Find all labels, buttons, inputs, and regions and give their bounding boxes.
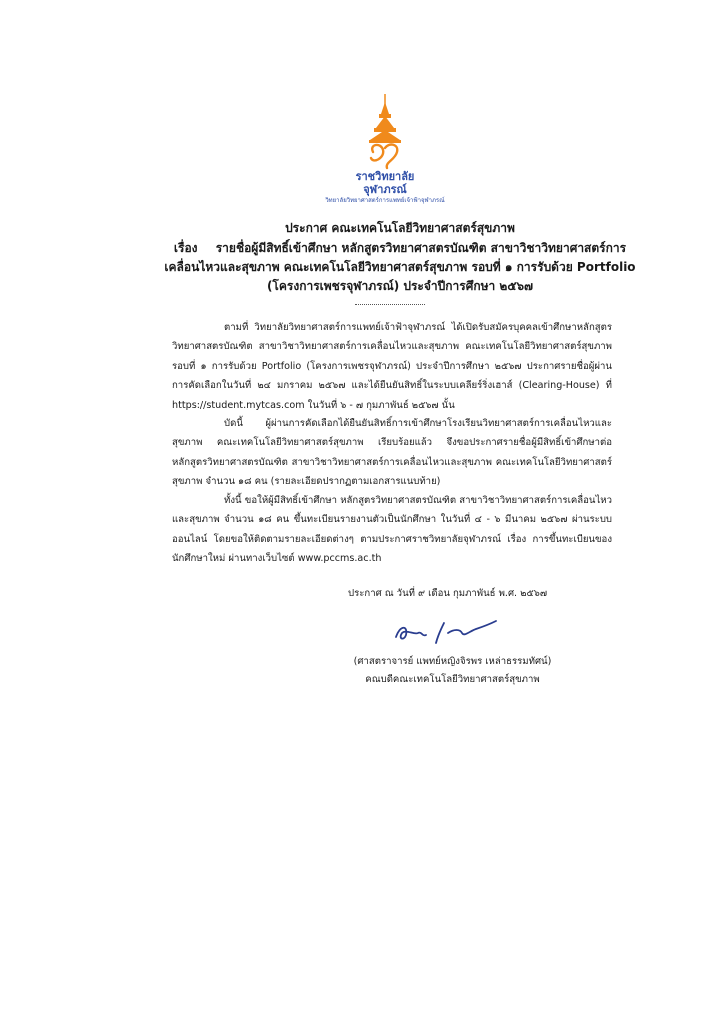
subject-line-2: เคลื่อนไหวและสุขภาพ คณะเทคโนโลยีวิทยาศาสตร์สุขภาพ รอบที่ ๑ การรับด้วย Portfolio: [164, 260, 636, 274]
college-logo: [325, 92, 445, 205]
signer-name: (ศาสตราจารย์ แพทย์หญิงจิรพร เหล่าธรรมทัศน์): [353, 656, 552, 667]
paragraph-3-text: ทั้งนี้ ขอให้ผู้มีสิทธิ์เข้าศึกษา หลักสูตรวิทยาศาสตรบัณฑิต สาขาวิชาวิทยาศาสตร์การเคลื่อนไหวและสุขภาพ จำนวน ๑๘ คน ขึ้นทะเบียนรายงานตัวเป็นนักศึกษา ในวันที่ ๔ - ๖ มีนาคม ๒๕๖๗ ผ่านระบบออนไลน์ โดยขอให้ติดตามรายละเอียดต่างๆ ตามประกาศราชวิทยาลัยจุฬาภรณ์ เรื่อง การขึ้นทะเบียนของนักศึกษาใหม่ ผ่านทางเว็บไซต์ www.pccms.ac.th: [172, 495, 612, 565]
subject-label: เรื่อง: [173, 241, 198, 255]
subject-line-1: รายชื่อผู้มีสิทธิ์เข้าศึกษา หลักสูตรวิทยาศาสตรบัณฑิต สาขาวิชาวิทยาศาสตร์การ: [215, 241, 627, 255]
announcement-title: ประกาศ คณะเทคโนโลยีวิทยาศาสตร์สุขภาพ: [285, 221, 515, 235]
body-paragraph-1: [172, 318, 612, 415]
crown-emblem-icon: [355, 92, 415, 170]
body-paragraph-3: [172, 491, 612, 569]
signer-title: คณบดีคณะเทคโนโลยีวิทยาศาสตร์สุขภาพ: [365, 674, 540, 685]
logo-name-line1: ราชวิทยาลัย: [355, 170, 415, 183]
logo-name-line2: จุฬาภรณ์: [363, 183, 407, 196]
signer-block: [345, 653, 560, 689]
logo-subtitle: วิทยาลัยวิทยาศาสตร์การแพทย์เจ้าฟ้าจุฬาภรณ์: [325, 197, 445, 204]
header-divider: [355, 304, 425, 305]
handwritten-signature: [392, 617, 502, 651]
announcement-subject: [150, 239, 650, 296]
body-paragraph-2: [172, 414, 612, 492]
announcement-date: ประกาศ ณ วันที่ ๙ เดือน กุมภาพันธ์ พ.ศ. ๒๕๖๗: [348, 588, 548, 599]
subject-line-3: (โครงการเพชรจุฬาภรณ์) ประจำปีการศึกษา ๒๕๖๗: [266, 279, 534, 293]
paragraph-1-text: ตามที่ วิทยาลัยวิทยาศาสตร์การแพทย์เจ้าฟ้าจุฬาภรณ์ ได้เปิดรับสมัครบุคคลเข้าศึกษาหลักสูตรวิทยาศาสตรบัณฑิต สาขาวิชาวิทยาศาสตร์การเคลื่อนไหวและสุขภาพ คณะเทคโนโลยีวิทยาศาสตร์สุขภาพ รอบที่ ๑ การรับด้วย Portfolio (โครงการเพชรจุฬาภรณ์) ประจำปีการศึกษา ๒๕๖๗ ประกาศรายชื่อผู้ผ่านการคัดเลือกในวันที่ ๒๔ มกราคม ๒๕๖๗ และได้ยืนยันสิทธิ์ในระบบเคลียร์ริ่งเฮาส์ (Clearing-House) ที่ https://student.mytcas.com ในวันที่ ๖ - ๗ กุมภาพันธ์ ๒๕๖๗ นั้น: [172, 322, 612, 411]
paragraph-2-text: บัดนี้ ผู้ผ่านการคัดเลือกได้ยืนยันสิทธิ์การเข้าศึกษาโรงเรียนวิทยาศาสตร์การเคลื่อนไหวและสุขภาพ คณะเทคโนโลยีวิทยาศาสตร์สุขภาพ เรียบร้อยแล้ว จึงขอประกาศรายชื่อผู้มีสิทธิ์เข้าศึกษาต่อหลักสูตรวิทยาศาสตรบัณฑิต สาขาวิชาวิทยาศาสตร์การเคลื่อนไหวและสุขภาพ คณะเทคโนโลยีวิทยาศาสตร์สุขภาพ จำนวน ๑๘ คน (รายละเอียดปรากฏตามเอกสารแนบท้าย): [172, 418, 612, 488]
